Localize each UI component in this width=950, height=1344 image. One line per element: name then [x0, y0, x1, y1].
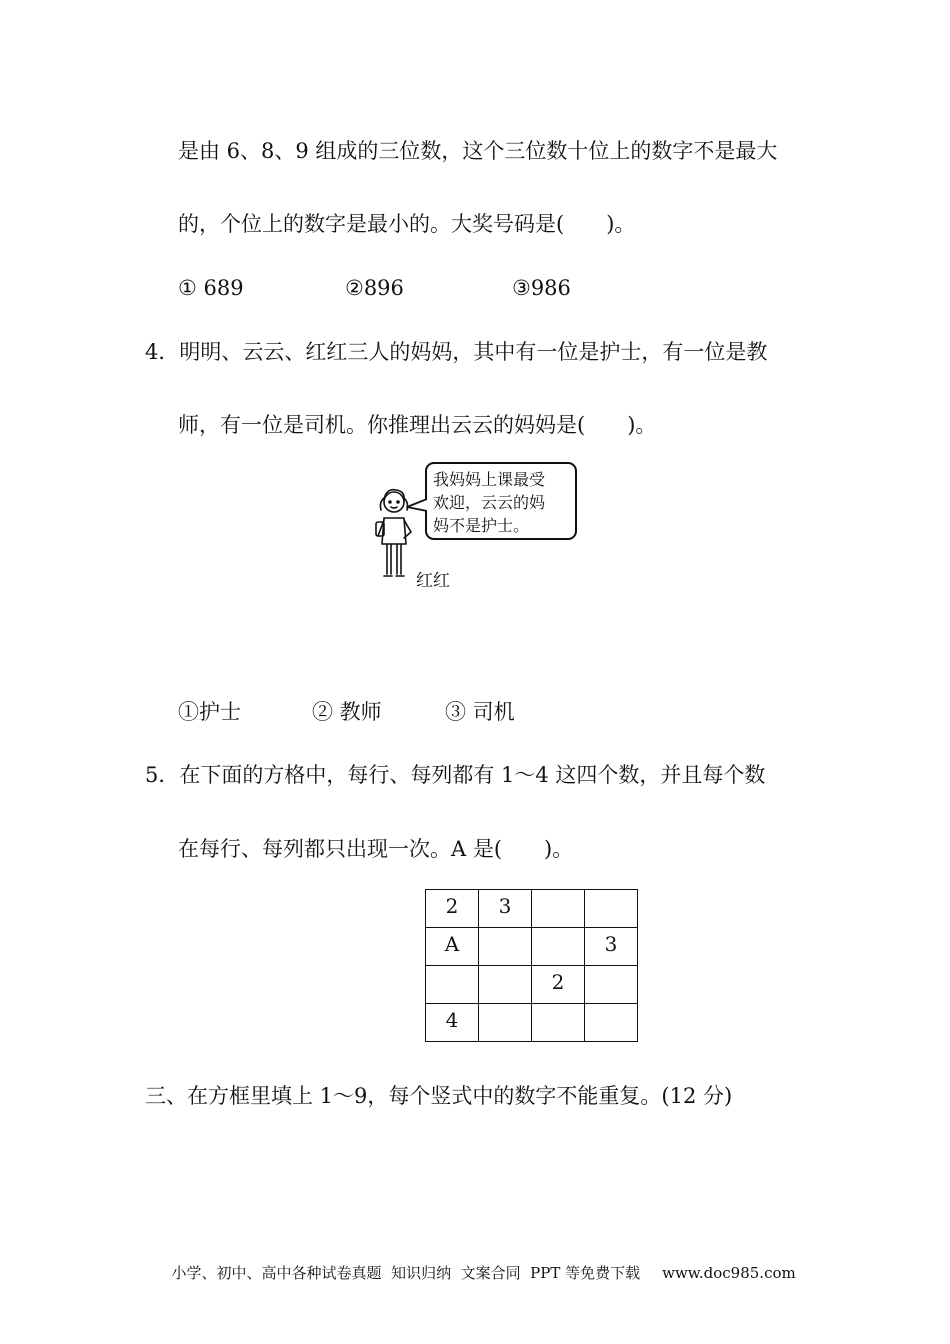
grid-cell [479, 966, 532, 1004]
grid-cell [479, 1004, 532, 1042]
grid-cell [585, 890, 638, 928]
grid-cell [585, 1004, 638, 1042]
grid-cell [532, 928, 585, 966]
page-footer [162, 1244, 796, 1283]
grid-cell: 2 [532, 966, 585, 1004]
grid-row [426, 966, 638, 1004]
q3-option-2: ②896 [345, 276, 404, 300]
q5-text-line2: 在每行、每列都只出现一次。A 是( )。 [178, 837, 574, 861]
grid-cell: 3 [585, 928, 638, 966]
grid-row [426, 1004, 638, 1042]
speech-bubble [425, 462, 577, 540]
bubble-line-3: 妈不是护士。 [433, 516, 530, 535]
grid-row [426, 890, 638, 928]
number-grid [425, 889, 638, 1042]
q4-option-2: ② 教师 [312, 700, 382, 724]
q3-text-line1: 是由 6、8、9 组成的三位数，这个三位数十位上的数字不是最大 [178, 139, 778, 163]
grid-cell: 2 [426, 890, 479, 928]
q4-text-line2: 师，有一位是司机。你推理出云云的妈妈是( )。 [178, 413, 657, 437]
q4-option-3: ③ 司机 [445, 700, 515, 724]
grid-row [426, 928, 638, 966]
grid-cell: 4 [426, 1004, 479, 1042]
q3-option-3: ③986 [512, 276, 571, 300]
q4-option-1: ①护士 [178, 700, 241, 724]
grid-cell [426, 966, 479, 1004]
footer-url[interactable]: www.doc985.com [662, 1264, 796, 1282]
grid-cell [479, 928, 532, 966]
grid-cell-a: A [426, 928, 479, 966]
q5-text-line1: 5．在下面的方格中，每行、每列都有 1～4 这四个数，并且每个数 [145, 763, 766, 787]
q3-option-1: ① 689 [178, 276, 244, 300]
grid-cell [532, 890, 585, 928]
q4-text-line1: 4．明明、云云、红红三人的妈妈，其中有一位是护士，有一位是教 [145, 340, 768, 364]
footer-text: 小学、初中、高中各种试卷真题 知识归纳 文案合同 PPT 等免费下载 [171, 1264, 641, 1282]
speech-bubble-tail [405, 495, 429, 519]
q3-text-line2: 的，个位上的数字是最小的。大奖号码是( )。 [178, 212, 636, 236]
grid-cell [585, 966, 638, 1004]
bubble-line-1: 我妈妈上课最受 [433, 470, 546, 489]
grid-cell: 3 [479, 890, 532, 928]
grid-cell [532, 1004, 585, 1042]
bubble-line-2: 欢迎，云云的妈 [433, 493, 546, 512]
section-3-heading: 三、在方框里填上 1～9，每个竖式中的数字不能重复。(12 分) [145, 1084, 733, 1108]
speaker-label: 红红 [416, 571, 450, 591]
